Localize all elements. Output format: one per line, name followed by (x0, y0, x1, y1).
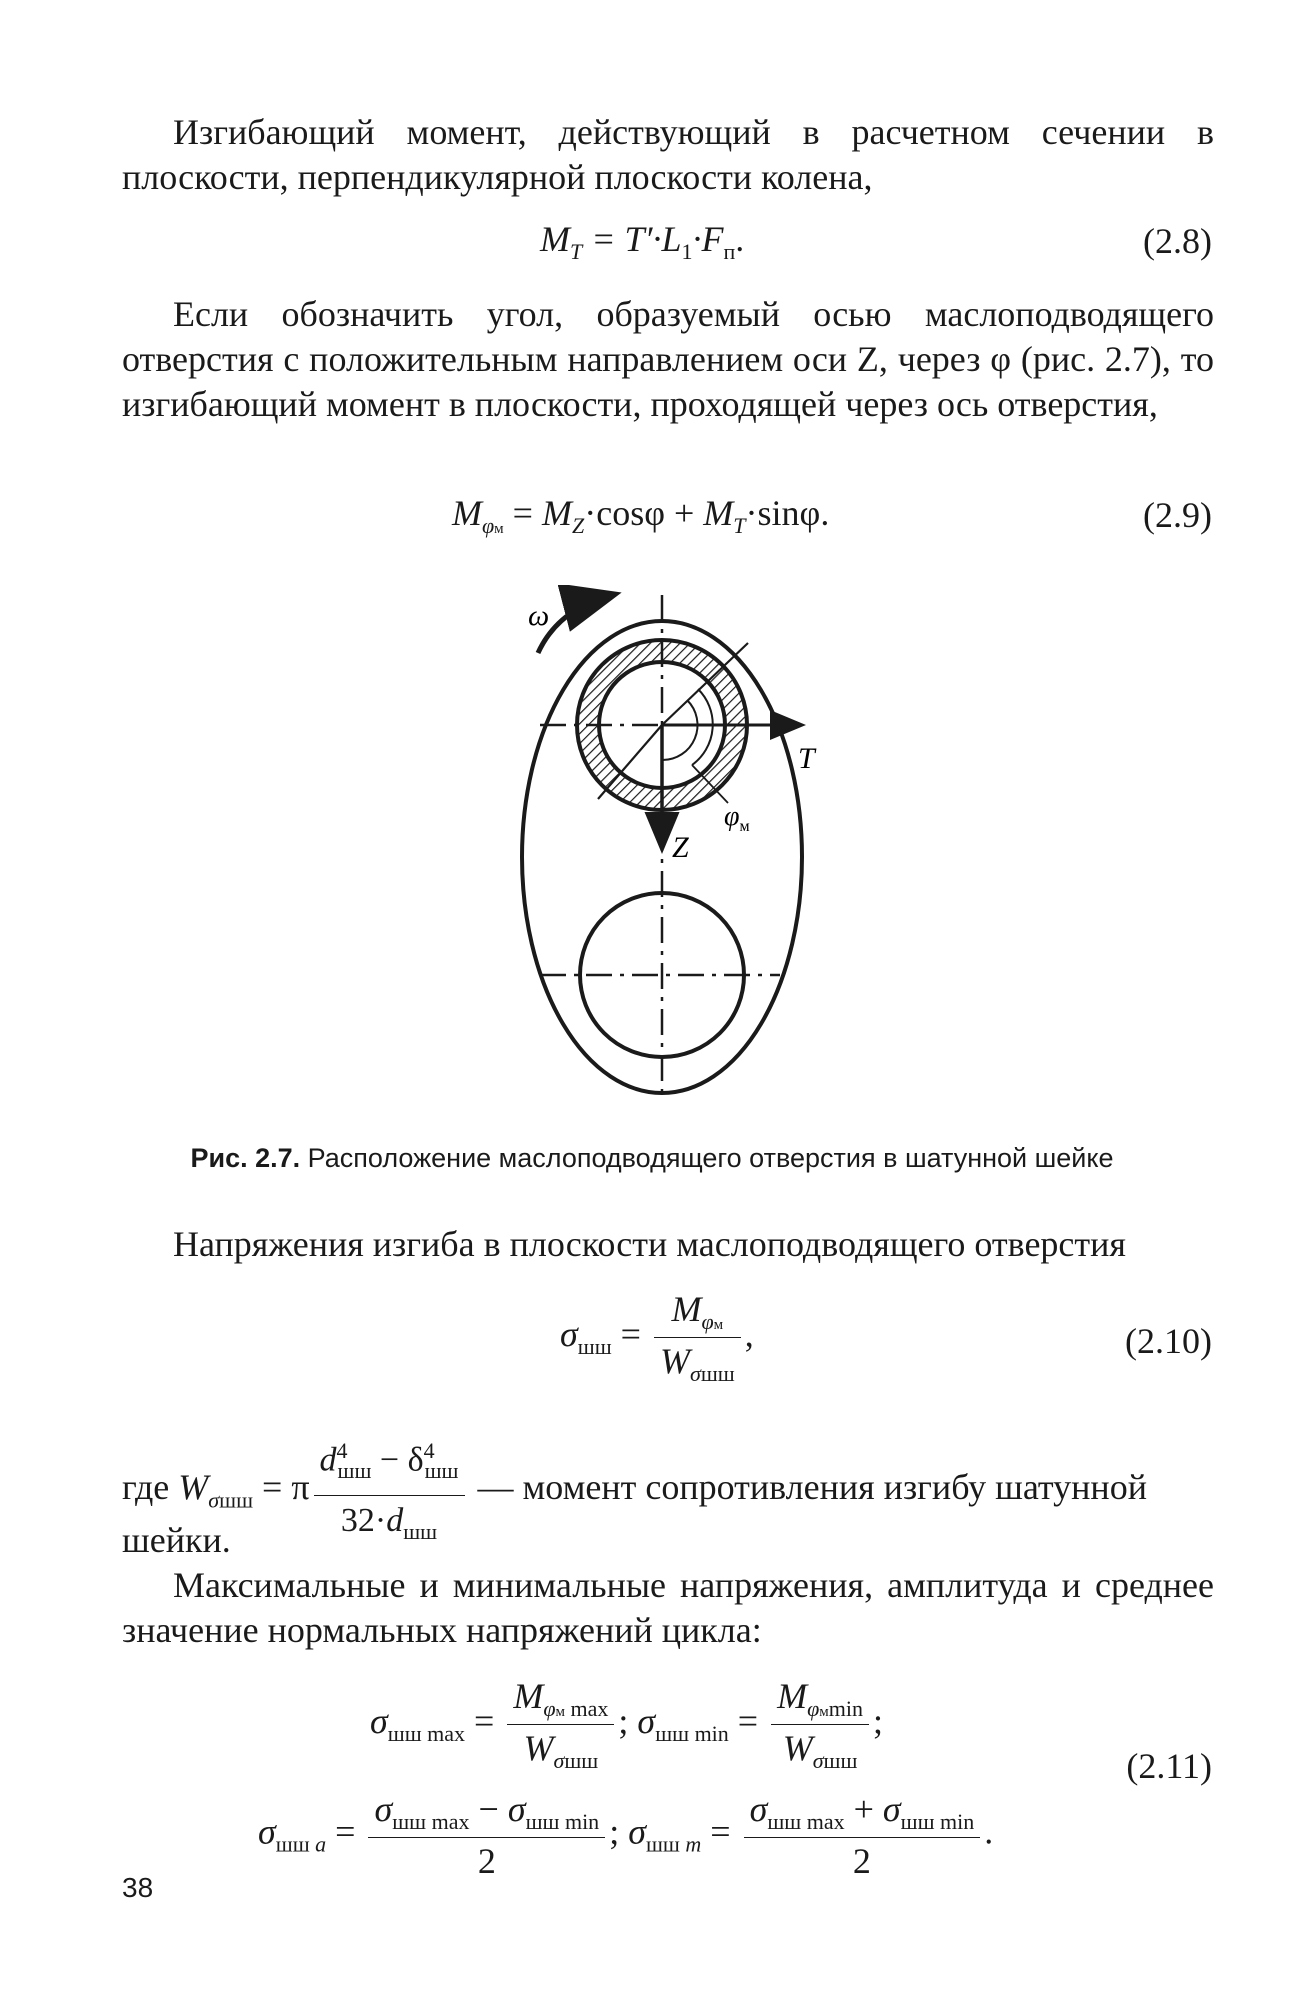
paragraph-bending-stress: Напряжения изгиба в плоскости маслоподводящего отверстия (173, 1224, 1126, 1264)
equation-number-2-9: (2.9) (1143, 495, 1212, 535)
equation-number-2-10: (2.10) (1125, 1321, 1212, 1361)
equation-number-2-8: (2.8) (1143, 221, 1212, 261)
omega-label: ω (528, 599, 550, 632)
paragraph-section-modulus-cont: шейки. (122, 1520, 231, 1560)
paragraph-bending-moment: Изгибающий момент, действующий в расчетном сечении в плоскости, перпендикулярной плоскости колена, (122, 112, 1214, 197)
equation-2-11-line1: $\sigma_{шш max}$ = $\frac{M_{\varphi м max}}{W_{\sigma шш}}$ ; $\sigma_{шш min}$ = $\frac{M_{\varphi мmin}}{W_{\sigma шш}}$ ; (370, 1676, 884, 1774)
page-number: 38 (122, 1872, 154, 1903)
equation-2-10: $\sigma_{шш}$ = $\frac{M_{\varphi м}}{W_{\sigma шш}}$ , (560, 1289, 754, 1387)
t-label: T (798, 742, 815, 775)
phi-label: $\varphi_м$ (724, 801, 750, 835)
equation-2-8: $M_T = T'\cdot L_1\cdot F_п$. (540, 219, 745, 265)
equation-2-11-line2: $\sigma_{шш a}$ = $\frac{\sigma_{шш max} - \sigma_{шш min}}{2}$ ; $\sigma_{шш m}$ = $\frac{\sigma_{шш max} + \sigma_{шш min}}{2}$ . (258, 1789, 994, 1882)
figure-caption: Рис. 2.7. Расположение маслоподводящего отверстия в шатунной шейке (190, 1143, 1114, 1173)
equation-2-9: $M_{\varphi м} = M_Z\cdot\cos\varphi + M_T\cdot\sin\varphi$. (452, 493, 830, 539)
paragraph-cycle-stresses: Максимальные и минимальные напряжения, амплитуда и среднее значение нормальных напряжений цикла: (122, 1565, 1214, 1650)
equation-number-2-11: (2.11) (1126, 1746, 1212, 1786)
figure-oil-hole-diagram (480, 585, 840, 1105)
paragraph-angle: Если обозначить угол, образуемый осью маслоподводящего отверстия с положительным направлением оси Z, через φ (рис. 2.7), то изгибающий момент в плоскости, проходящей через ось отверстия, (122, 294, 1214, 424)
z-label: Z (672, 831, 689, 864)
paragraph-section-modulus: где $W_{\sigma шш} = \pi$ $\frac{d^4_{шш} - \delta^4_{шш}}{32\cdot d_{шш}}$ — момент сопротивления изгибу шатунной (122, 1428, 1214, 1554)
